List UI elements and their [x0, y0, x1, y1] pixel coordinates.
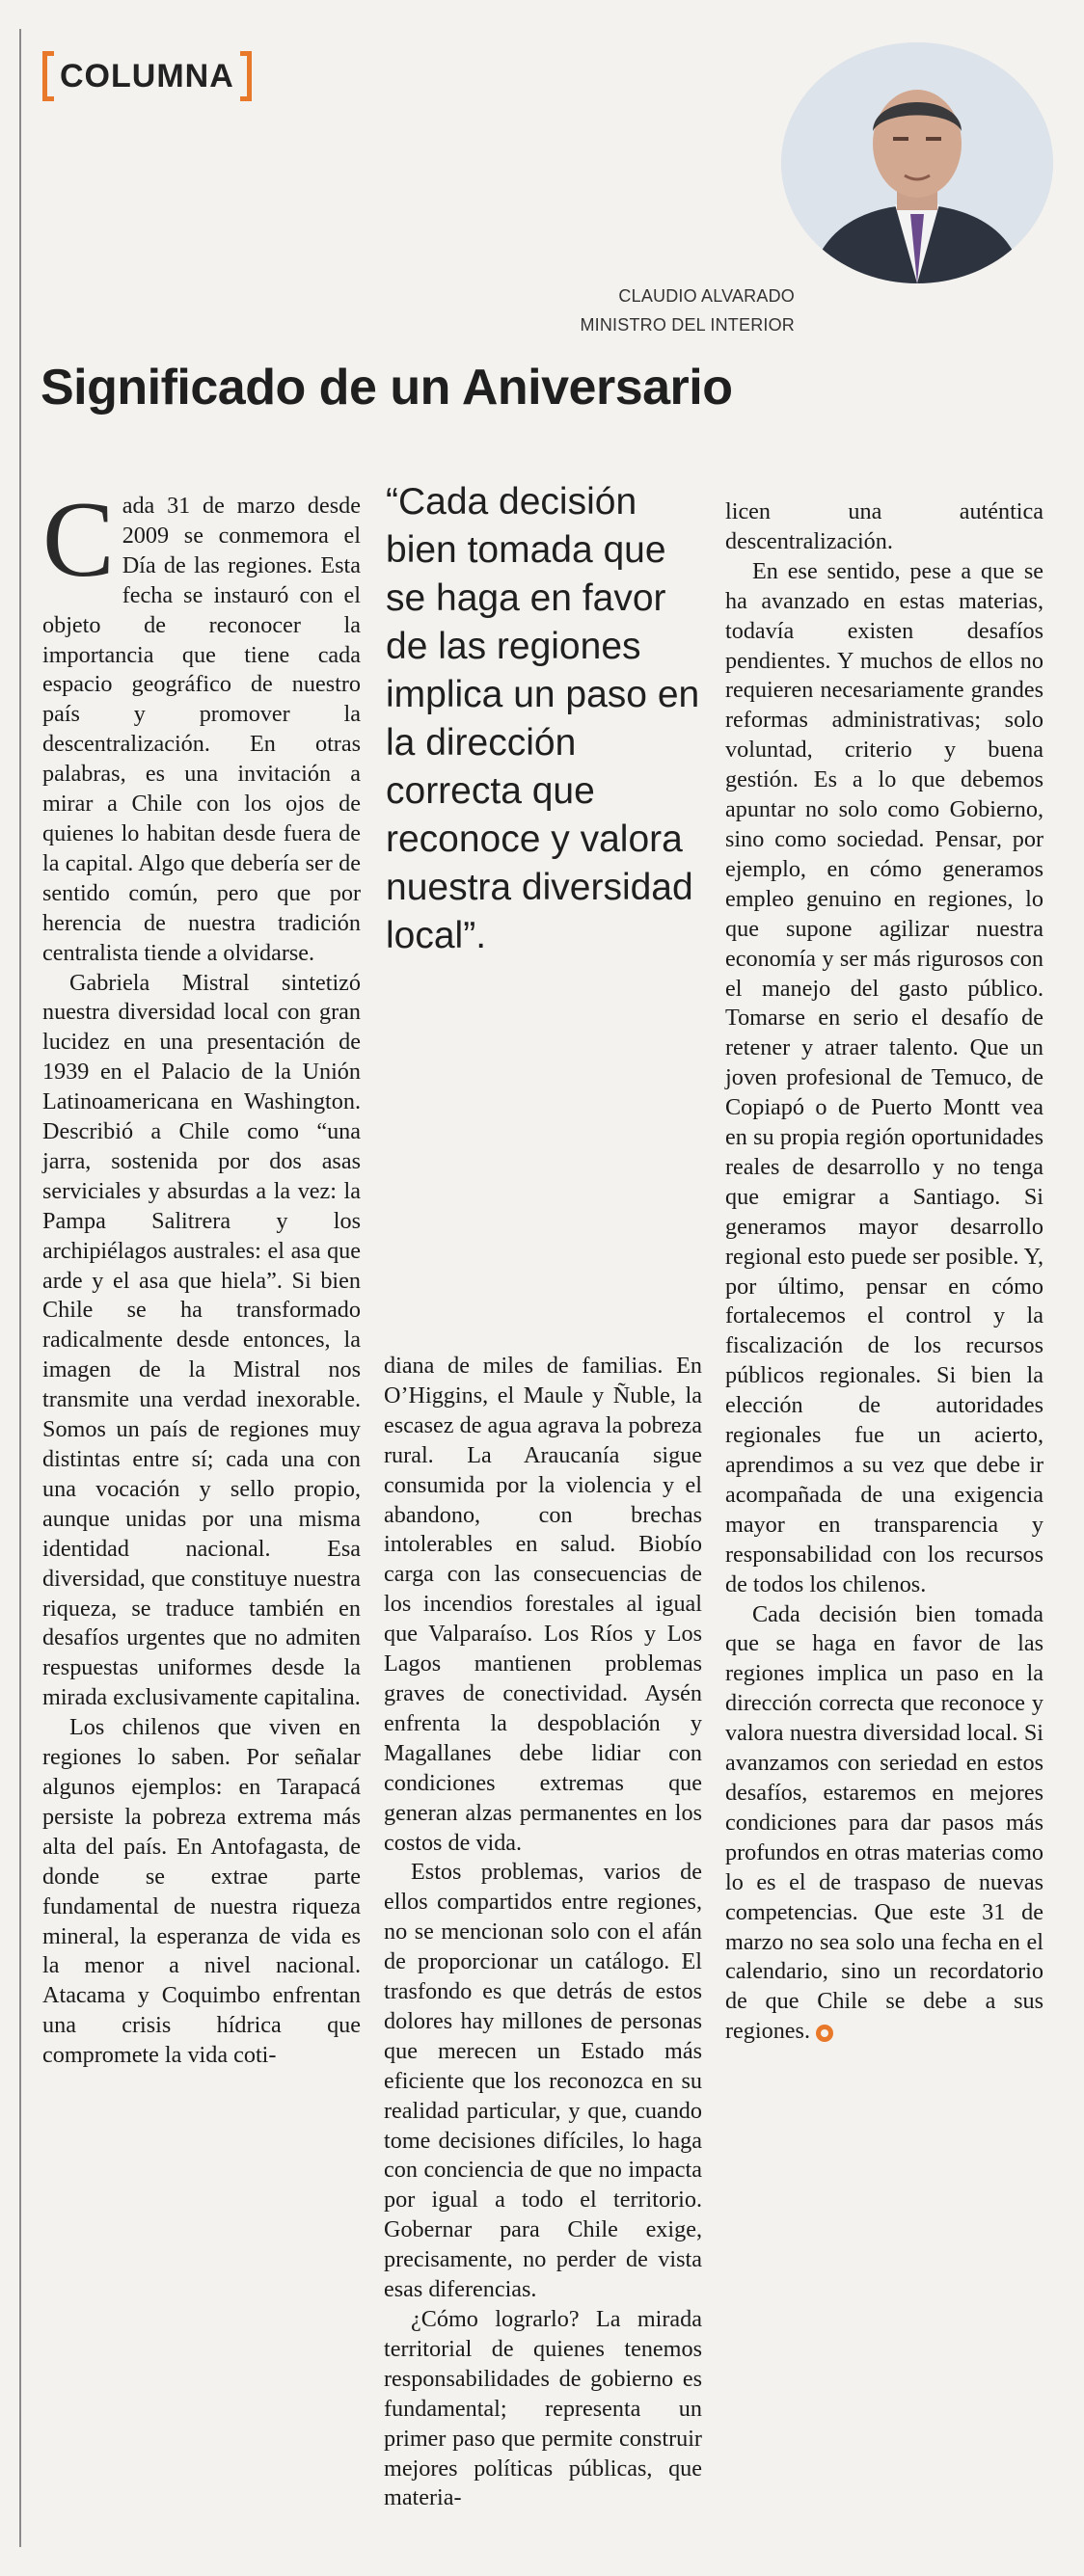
paragraph-7 — [725, 1600, 1043, 2048]
end-of-article-icon — [816, 2025, 833, 2042]
drop-cap: C — [42, 480, 115, 600]
paragraph-3-end: diana de miles de familias. En O’Higgins, el Maule y Ñuble, la escasez de agua agrava la pobreza rural. La Araucanía sigue consumida por la violencia y el abandono, con brechas intolerables en salud. Biobío carga con las consecuencias de los incendios forestales al igual que Valparaíso. Los Ríos y Los Lagos mantienen problemas graves de conectividad. Aysén enfrenta la despoblación y Magallanes debe lidiar con condiciones extremas que generan alzas permanentes en los costos de vida. — [384, 1353, 702, 1856]
paragraph-2: Gabriela Mistral sintetizó nuestra diversidad local con gran lucidez en una presentación de 1939 en el Palacio de la Unión Latinoamericana en Washington. Describió a Chile como “una jarra, sostenida por dos asas serviciales y absurdas a la vez: la Pampa Salitrera y los archipiélagos australes: el asa que arde y el asa que hiela”. Si bien Chile se ha transformado radicalmente desde entonces, la imagen de la Mistral nos transmite una verdad inexorable. Somos un país de regiones muy distintas entre sí; cada una con una vocación y sello propio, aunque unidas por una misma identidad nacional. Esa diversidad, que constituye nuestra riqueza, se traduce también en desafíos urgentes que no admiten respuestas uniformes desde la mirada exclusivamente capitalina. — [42, 969, 361, 1711]
article-column-3 — [725, 497, 1043, 2047]
section-label: COLUMNA — [60, 57, 234, 94]
article-column-2 — [384, 1352, 702, 2513]
pull-quote: “Cada decisión bien tomada que se haga en favor de las regiones implica un paso en la dirección correcta que reconoce y valora nuestra diversidad local”. — [386, 481, 700, 956]
paragraph-4: Estos problemas, varios de ellos compartidos entre regiones, no se mencionan solo con el afán de proporcionar un catálogo. El trasfondo es que detrás de estos dolores hay millones de personas que merecen un Estado más eficiente que los reconozca en su realidad particular, y que, cuando tome decisiones difíciles, lo haga con conciencia de que no impacta por igual a todo el territorio. Gobernar para Chile exige, precisamente, no perder de vista esas diferencias. — [384, 1859, 702, 2303]
paragraph-3-start: Los chilenos que viven en regiones lo saben. Por señalar algunos ejemplos: en Tarapacá persiste la pobreza extrema más alta del país. En Antofagasta, de donde se extrae parte fundamental de nuestra riqueza mineral, la esperanza de vida es la menor a nivel nacional. Atacama y Coquimbo enfrentan una crisis hídrica que compromete la vida coti- — [42, 1714, 361, 2069]
paragraph-1-text: ada 31 de marzo desde 2009 se conmemora el Día de las regiones. Esta fecha se instauró con el objeto de reconocer la importancia que tiene cada espacio geográfico de nuestro país y promover la descentralización. En otras palabras, es una invitación a mirar a Chile con los ojos de quienes lo habitan desde fuera de la capital. Algo que debería ser de sentido común, pero que por herencia de nuestra tradición centralista tiende a olvidarse. — [42, 493, 361, 966]
article-headline: Significado de un Aniversario — [41, 360, 733, 416]
bracket-left-icon — [42, 51, 54, 101]
byline — [540, 282, 795, 339]
author-name: CLAUDIO ALVARADO — [618, 286, 795, 306]
article-column-1 — [42, 480, 361, 2071]
author-role: MINISTRO DEL INTERIOR — [580, 315, 795, 335]
paragraph-6: En ese sentido, pese a que se ha avanzado en estas materias, todavía existen desafíos pendientes. Y muchos de ellos no requieren necesariamente grandes reformas administrativas; solo voluntad, criterio y buena gestión. Es a lo que debemos apuntar no solo como Gobierno, sino como sociedad. Pensar, por ejemplo, en cómo generamos empleo genuino en regiones, lo que supone agilizar nuestra economía y ser más rigurosos con el manejo del gasto público. Tomarse en serio el desafío de retener y atraer talento. Que un joven profesional de Temuco, de Copiapó o de Puerto Montt vea en su propia región oportunidades reales de desarrollo y no tenga que emigrar a Santiago. Si generamos mayor desarrollo regional esto puede ser posible. Y, por último, pensar en cómo fortalecemos el control y la fiscalización de los recursos públicos regionales. Si bien la elección de autoridades regionales fue un acierto, aprendimos a su vez que debe ir acompañada de una exigencia mayor en transparencia y responsabilidad con los recursos de todos los chilenos. — [725, 557, 1043, 1597]
paragraph-5-start: ¿Cómo lograrlo? La mirada territorial de quienes tenemos responsabilidades de gobierno es fundamental; representa un primer paso que permite construir mejores políticas públicas, que materia- — [384, 2306, 702, 2511]
bracket-right-icon — [240, 51, 252, 101]
paragraph-7-text: Cada decisión bien tomada que se haga en favor de las regiones implica un paso en la dirección correcta que reconoce y valora nuestra diversidad local. Si avanzamos con seriedad en estos desafíos, estaremos en mejores condiciones para dar pasos más profundos en otras materias como lo es el de traspaso de nuevas competencias. Que este 31 de marzo no sea solo una fecha en el calendario, sino un recordatorio de que Chile se debe a sus regiones. — [725, 1600, 1043, 2045]
page-edge-rule — [19, 29, 21, 2547]
paragraph-5-end: licen una auténtica descentralización. — [725, 498, 1043, 554]
section-tag — [42, 50, 252, 102]
author-portrait — [781, 42, 1053, 283]
author-photo-icon — [781, 42, 1053, 283]
paragraph-1 — [42, 480, 361, 969]
